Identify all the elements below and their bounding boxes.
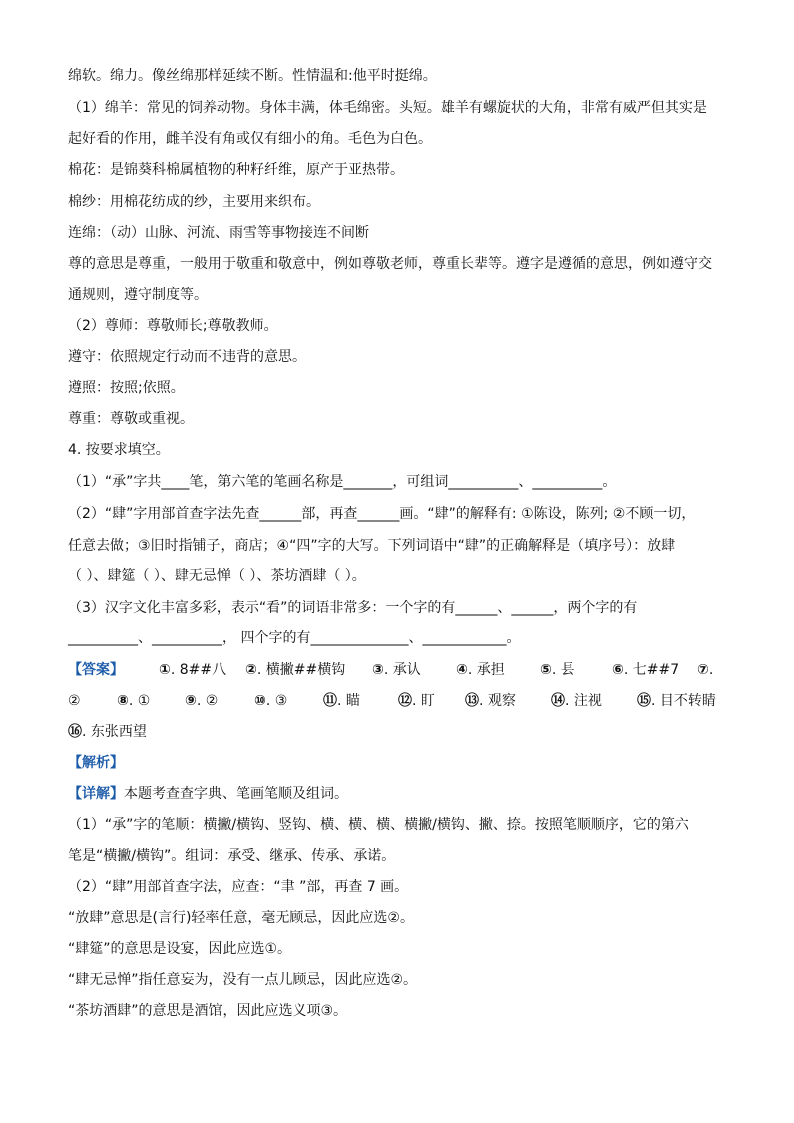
question-line: __________、__________， 四个字的有______________、____________。 <box>68 630 521 646</box>
answer-item <box>456 660 505 680</box>
answer-number: ⑧ <box>117 693 129 709</box>
answer-item <box>159 660 226 680</box>
answer-number: ⑭ <box>551 693 565 709</box>
answer-text: . 镸 <box>551 662 575 678</box>
answer-text: . 承担 <box>467 662 505 678</box>
answer-item <box>465 691 516 711</box>
answer-text: . 东张西望 <box>82 724 147 740</box>
answer-item <box>185 691 218 711</box>
question-title: 4. 按要求填空。 <box>68 442 170 458</box>
answer-number: ⑬ <box>465 693 479 709</box>
detail-label: 【详解】 <box>68 786 124 802</box>
definition-line: 起好看的作用，雌羊没有角或仅有细小的角。毛色为白色。 <box>68 131 432 147</box>
analysis-line: （2）“肆”用部首查字法，应查：“聿 ”部，再查 7 画。 <box>68 879 409 895</box>
answer-text: . 横撇##横钩 <box>256 662 346 678</box>
question-line: （ ）、肆筵（ ）、肆无忌惮（ ）、茶坊酒肆（ ）。 <box>68 568 366 584</box>
answer-item <box>540 660 575 680</box>
answer-text: . 承认 <box>383 662 421 678</box>
answer-number: ⑫ <box>398 693 412 709</box>
analysis-line: （1）“承”字的笔顺：横撇/横钩、竖钩、横、横、横、横撇/横钩、撇、捺。按照笔顺顺序，它的第六 <box>68 817 689 833</box>
detail-line <box>68 784 728 804</box>
analysis-line: “肆无忌惮”指任意妄为，没有一点儿顾忌，因此应选②。 <box>68 972 418 988</box>
definition-line: 通规则，遵守制度等。 <box>68 287 208 303</box>
definition-line: 遵照：按照;依照。 <box>68 380 185 396</box>
answer-number: ⑮ <box>637 693 651 709</box>
answer-item <box>254 691 287 711</box>
answer-number: ② <box>245 662 257 678</box>
answer-item <box>697 660 713 680</box>
answer-number: ⑪ <box>323 693 337 709</box>
definition-line: （1）绵羊：常见的饲养动物。身体丰满，体毛绵密。头短。雄羊有螺旋状的大角，非常有威严但其实是 <box>68 100 707 116</box>
answer-text: . ② <box>196 693 219 709</box>
answer-text: . 目不转睛 <box>651 693 716 709</box>
definition-line: （2）尊师：尊敬师长;尊敬教师。 <box>68 318 278 334</box>
answer-number: ⑨ <box>185 693 197 709</box>
definition-line: 尊重：尊敬或重视。 <box>68 411 194 427</box>
answer-text: . 注视 <box>565 693 602 709</box>
answer-text: . 瞄 <box>337 693 360 709</box>
answer-item <box>637 691 716 711</box>
answer-item <box>551 691 602 711</box>
definition-line: 尊的意思是尊重，一般用于敬重和敬意中，例如尊敬老师，尊重长辈等。遵字是遵循的意思，例如遵守交 <box>68 256 712 272</box>
analysis-line: “放肆”意思是(言行)轻率任意，毫无顾忌，因此应选②。 <box>68 910 414 926</box>
answer-item <box>372 660 421 680</box>
answer-text: . 8##八 <box>170 662 227 678</box>
answer-item <box>398 691 435 711</box>
answer-text: . 盯 <box>412 693 435 709</box>
question-line: （2）“肆”字用部首查字法先查______部，再查______画。“肆”的解释有: ①陈设，陈列; ②不顾一切， <box>68 506 696 522</box>
answer-number: ④ <box>456 662 468 678</box>
answer-text: . ① <box>128 693 151 709</box>
definition-line: 连绵：（动）山脉、河流、雨雪等事物接连不间断 <box>68 225 369 241</box>
question-line: 任意去做；③旧时指铺子，商店；④“四”字的大写。下列词语中“肆”的正确解释是（填序号）：放肆 <box>68 538 676 554</box>
answer-number: ⑯ <box>68 724 82 740</box>
answer-text: . 观察 <box>479 693 516 709</box>
analysis-label: 【解析】 <box>68 755 124 771</box>
answer-text: ② <box>68 693 81 709</box>
answer-number: ⑥ <box>612 662 624 678</box>
analysis-line: “肆筵”的意思是设宴，因此应选①。 <box>68 941 292 957</box>
analysis-line: 笔是“横撇/横钩”。组词：承受、继承、传承、承诺。 <box>68 848 396 864</box>
answer-label: 【答案】 <box>68 662 124 678</box>
answer-item <box>68 722 147 742</box>
answer-item <box>245 660 345 680</box>
answer-item <box>68 691 81 711</box>
answer-number: ③ <box>372 662 384 678</box>
answer-text: . <box>708 662 714 678</box>
definition-line: 遵守：依照规定行动而不违背的意思。 <box>68 349 306 365</box>
answer-item <box>323 691 360 711</box>
answer-item <box>117 691 150 711</box>
definition-line: 绵软。绵力。像丝绵那样延续不断。性情温和:他平时挺绵。 <box>68 68 437 84</box>
definition-line: 棉纱：用棉花纺成的纱，主要用来织布。 <box>68 194 320 210</box>
question-line: （3）汉字文化丰富多彩，表示“看”的词语非常多：一个字的有______、______，两个字的有 <box>68 600 638 616</box>
answer-item <box>612 660 679 680</box>
answer-number: ① <box>159 662 171 678</box>
question-line: （1）“承”字共____笔，第六笔的笔画名称是_______，可组词__________、__________。 <box>68 474 617 490</box>
answer-text: . 七##7 <box>623 662 680 678</box>
analysis-line: “茶坊酒肆”的意思是酒馆，因此应选义项③。 <box>68 1003 348 1019</box>
detail-text: 本题考查查字典、笔画笔顺及组词。 <box>124 786 348 802</box>
answer-number: ⑤ <box>540 662 552 678</box>
answer-number: ⑦ <box>697 662 709 678</box>
answer-text: . ③ <box>265 693 288 709</box>
answer-number: ⑩ <box>254 693 266 709</box>
definition-line: 棉花：是锦葵科棉属植物的种籽纤维，原产于亚热带。 <box>68 162 404 178</box>
